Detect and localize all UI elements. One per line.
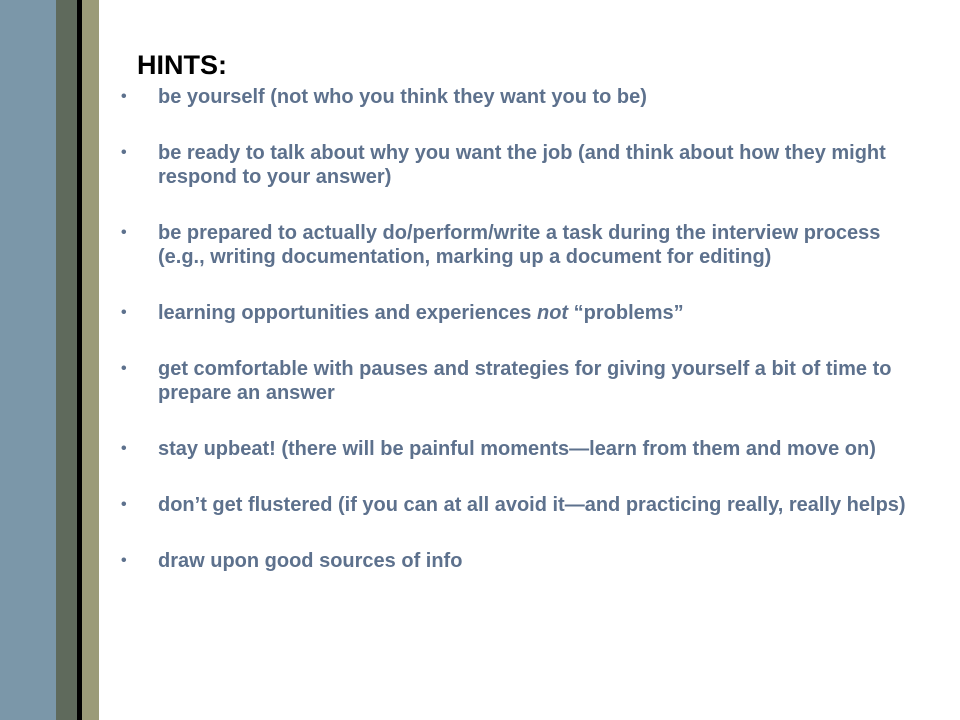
hint-item bbox=[120, 301, 920, 325]
bullet-icon: • bbox=[121, 440, 127, 457]
bullet-icon: • bbox=[121, 304, 127, 321]
hint-item bbox=[120, 549, 920, 573]
hint-text-emphasis: not bbox=[536, 302, 569, 324]
bullet-icon: • bbox=[121, 552, 127, 569]
hint-text: stay upbeat! (there will be painful moments—learn from them and move on) bbox=[158, 438, 876, 460]
hint-item bbox=[120, 493, 920, 517]
hint-text bbox=[158, 302, 684, 324]
left-stripe-dark bbox=[56, 0, 77, 720]
hint-item bbox=[120, 357, 920, 405]
hint-text: be prepared to actually do/perform/write a task during the interview process (e.g., writing documentation, marking up a document for editing) bbox=[158, 222, 881, 268]
bullet-icon: • bbox=[121, 224, 127, 241]
left-stripe-blue bbox=[0, 0, 56, 720]
hints-list bbox=[120, 85, 920, 573]
hint-text-tail: “problems” bbox=[568, 302, 684, 324]
hint-text: draw upon good sources of info bbox=[158, 550, 463, 572]
hint-item bbox=[120, 141, 920, 189]
hint-text: get comfortable with pauses and strategies for giving yourself a bit of time to prepare an answer bbox=[158, 358, 892, 404]
hint-text: be yourself (not who you think they want you to be) bbox=[158, 86, 647, 108]
hint-text-lead: learning opportunities and experiences bbox=[158, 302, 537, 324]
hint-text: don’t get flustered (if you can at all avoid it—and practicing really, really helps) bbox=[158, 494, 906, 516]
bullet-icon: • bbox=[121, 360, 127, 377]
hint-item bbox=[120, 221, 920, 269]
bullet-icon: • bbox=[121, 88, 127, 105]
bullet-icon: • bbox=[121, 144, 127, 161]
hint-item bbox=[120, 85, 920, 109]
slide-title: HINTS: bbox=[137, 50, 227, 80]
bullet-icon: • bbox=[121, 496, 127, 513]
left-stripe-olive bbox=[82, 0, 99, 720]
hint-text: be ready to talk about why you want the job (and think about how they might respond to your answer) bbox=[158, 142, 886, 188]
hint-item bbox=[120, 437, 920, 461]
